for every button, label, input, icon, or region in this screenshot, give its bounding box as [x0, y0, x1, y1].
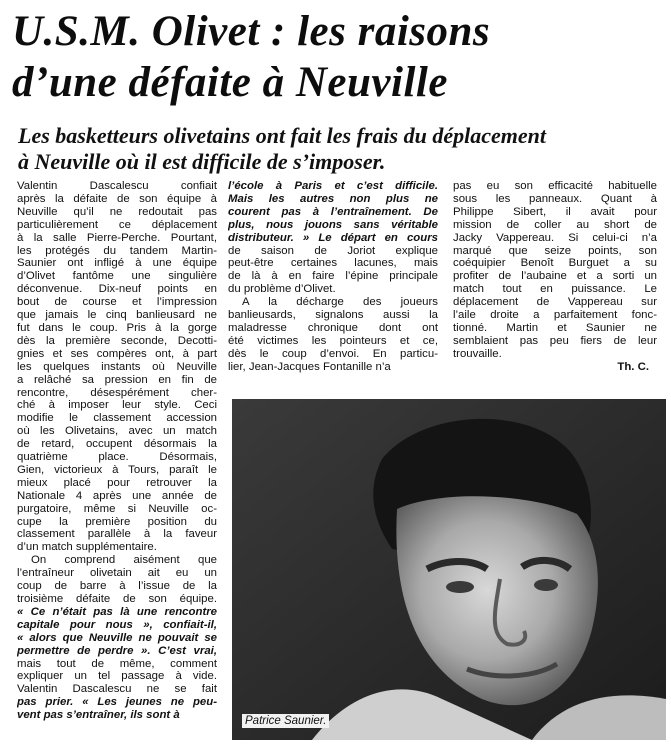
article-line: ché à imposer leur style. Ceci	[17, 399, 217, 412]
article-line: gnies et ses compères ont, à part	[17, 347, 217, 360]
article-line: match tout en puissance. Le	[453, 283, 657, 296]
article-line: permettre de perdre ». C’est vrai,	[17, 644, 217, 657]
article-line: dès la première seconde, Decotti-	[17, 334, 217, 347]
article-line: l’école à Paris et c’est difficile.	[228, 180, 438, 192]
article-line: marqué que seize points, son	[453, 244, 657, 257]
article-line: modifie le classement accession	[17, 412, 217, 425]
article-line: de là à en faire l’épine principale	[228, 270, 438, 283]
article-line: été victimes les pointeurs et ce,	[228, 334, 438, 347]
article-line: à la salle Pierre-Perche. Pourtant,	[17, 231, 217, 244]
article-line: expliquer un tel passage à vide.	[17, 670, 217, 683]
article-line: capitale pour nous », confiait-il,	[17, 618, 217, 631]
article-line: rencontre, désespérément cher-	[17, 386, 217, 399]
article-line: déconvenue. Dix-neuf points en	[17, 283, 217, 296]
article-line: purgatoire, même si Neuville oc-	[17, 502, 217, 515]
portrait-image	[232, 399, 666, 740]
article-line: profiter de l’aubaine et a sorti un	[453, 270, 657, 283]
article-line: Nationale 4 après une année de	[17, 489, 217, 502]
article-line: d’Olivet fantôme une singulière	[17, 270, 217, 283]
author-signature: Th. C.	[617, 360, 649, 373]
article-line: sous les panneaux. Quant à	[453, 192, 657, 205]
article-line: plus, nous jouons sans véritable	[228, 218, 438, 231]
headline	[12, 6, 664, 108]
headline-line-1: U.S.M. Olivet : les raisons	[12, 8, 491, 55]
article-line: Neuville qu’il ne redoutait pas	[17, 205, 217, 218]
article-line: où les Olivetains, avec un match	[17, 425, 217, 438]
article-line: coéquipier Benoît Burguet a su	[453, 257, 657, 270]
article-line: « alors que Neuville ne pouvait se	[17, 631, 217, 644]
article-line: les protégés du tandem Martin-	[17, 244, 217, 257]
article-line: l’aile droite a parfaitement fonc-	[453, 309, 657, 322]
article-line: quatrième place. Désormais,	[17, 451, 217, 464]
photo-caption: Patrice Saunier.	[242, 714, 329, 728]
article-line: banlieusards, signalons aussi la	[228, 309, 438, 322]
article-line: les quelques instants où Neuville	[17, 360, 217, 373]
article-line: de retard, occupent désormais la	[17, 438, 217, 451]
article-line: Mais les autres non plus ne	[228, 192, 438, 205]
article-line: Saunier ont infligé à une équipe	[17, 257, 217, 270]
article-line: déplacement de Vappereau sur	[453, 296, 657, 309]
article-column-2	[228, 180, 438, 374]
article-line: cupe la première position du	[17, 515, 217, 528]
article-line: classement parallèle à la faveur	[17, 528, 217, 541]
article-line: l’entraîneur olivetain ait eu un	[17, 567, 217, 580]
article-line: Gien, victorieux à Tours, paraît le	[17, 463, 217, 476]
article-line: tionné. Martin et Saunier ne	[453, 321, 657, 334]
article-line: « Ce n’était pas là une rencontre	[17, 605, 217, 618]
article-column-3	[453, 180, 657, 374]
article-line: Philippe Sibert, il avait pour	[453, 205, 657, 218]
subheadline-line-2: à Neuville où il est difficile de s’imposer.	[18, 149, 386, 174]
article-column-1	[17, 180, 217, 722]
article-line: Valentin Dascalescu ne se fait	[17, 683, 217, 696]
article-line: particulièrement ce déplacement	[17, 218, 217, 231]
article-line: A la décharge des joueurs	[242, 296, 438, 309]
article-line: lier, Jean-Jacques Fontanille n’a	[228, 360, 391, 373]
subheadline	[18, 123, 668, 175]
article-line: que jamais le cinq banlieusard ne	[17, 309, 217, 322]
subheadline-line-1: Les basketteurs olivetains ont fait les frais du déplacement	[18, 123, 546, 148]
article-line: fut dans le coup. Pris à la gorge	[17, 321, 217, 334]
article-line: courent pas à l’entraînement. De	[228, 205, 438, 218]
article-line: mieux placé pour retrouver la	[17, 476, 217, 489]
article-line: trouvaille.	[453, 347, 502, 360]
article-line: semblaient pas peu fiers de leur	[453, 334, 657, 347]
article-line: mais tout de même, comment	[17, 657, 217, 670]
article-line: peut-être certaines lacunes, mais	[228, 257, 438, 270]
article-line: du problème d’Olivet.	[228, 283, 336, 296]
headline-line-2: d’une défaite à Neuville	[12, 59, 448, 106]
article-line: après la défaite de son équipe à	[17, 192, 217, 205]
article-line: pas eu son efficacité habituelle	[453, 180, 657, 192]
article-line: Valentin Dascalescu confiait	[17, 180, 217, 192]
article-line: de saison de Joriot explique	[228, 244, 438, 257]
article-line: mission de coller au short de	[453, 218, 657, 231]
article-line: a relâché sa pression en fin de	[17, 373, 217, 386]
article-line: distributeur. » Le départ en cours	[228, 231, 438, 244]
article-line: bout de course et l’impression	[17, 296, 217, 309]
article-line: maladresse chronique dont ont	[228, 321, 438, 334]
portrait-photo	[232, 399, 666, 740]
article-line: pas prier. « Les jeunes ne peu-	[17, 696, 217, 709]
article-line: dès le coup d’envoi. En particu-	[228, 347, 438, 360]
article-line: Jacky Vappereau. Si celui-ci n’a	[453, 231, 657, 244]
article-line: vent pas s’entraîner, ils sont à	[17, 709, 180, 722]
article-line: On comprend aisément que	[31, 554, 217, 567]
article-line: coup de barre à l’issue de la	[17, 580, 217, 593]
article-line: d’un match supplémentaire.	[17, 541, 157, 554]
article-line: troisième défaite de son équipe.	[17, 593, 217, 605]
